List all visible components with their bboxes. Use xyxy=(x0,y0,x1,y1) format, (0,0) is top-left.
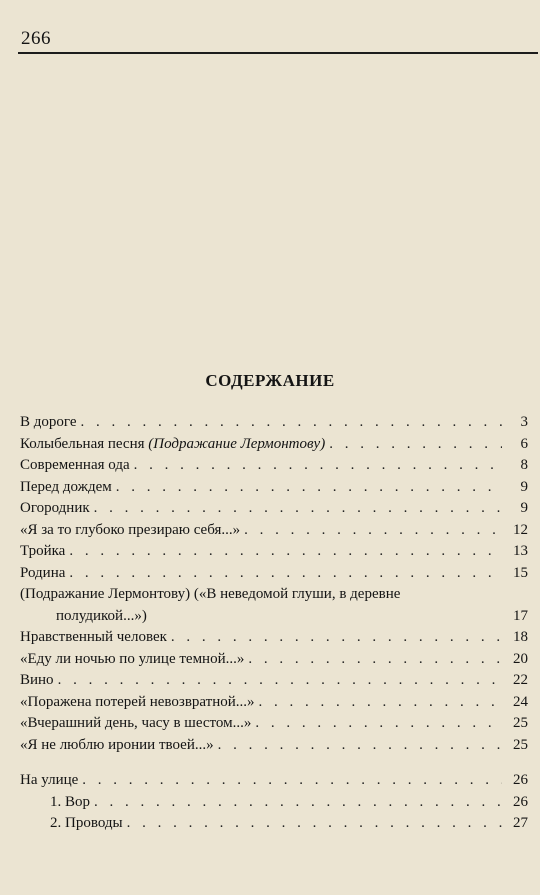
entry-page-number: 6 xyxy=(520,435,528,452)
entry-page-number: 26 xyxy=(513,793,528,810)
entry-page-number: 18 xyxy=(513,629,528,645)
entry-title: 1. Вор xyxy=(50,793,91,810)
entry-title: «Я не люблю иронии твоей...» xyxy=(20,736,214,753)
entry-page-number: 9 xyxy=(520,500,528,516)
entry-title: Тройка xyxy=(20,543,66,559)
toc-entry xyxy=(20,498,528,520)
entry-title: «Поражена потерей невозвратной...» xyxy=(20,693,255,710)
entry-title: Современная ода xyxy=(20,457,130,473)
entry-title: В дороге xyxy=(20,414,77,430)
entry-page-number: 8 xyxy=(520,457,528,473)
page-title: СОДЕРЖАНИЕ xyxy=(205,371,335,390)
dot-leader xyxy=(171,627,502,649)
entry-page-number: 25 xyxy=(513,736,528,753)
dot-leader xyxy=(329,434,502,456)
dot-leader xyxy=(116,477,502,499)
entry-title: «Еду ли ночью по улице темной...» xyxy=(20,650,245,667)
dot-leader xyxy=(94,498,502,520)
entry-title-continued: полудикой...») xyxy=(56,607,147,624)
entry-title: Родина xyxy=(20,564,66,581)
entry-page-number: 24 xyxy=(513,693,528,710)
entry-page-number: 15 xyxy=(513,564,528,581)
entry-page-number: 3 xyxy=(520,414,528,430)
entry-title: «Я за то глубоко презираю себя...» xyxy=(20,521,241,538)
entry-first-line xyxy=(20,584,528,606)
header-rule xyxy=(18,52,538,54)
dot-leader xyxy=(94,792,502,814)
toc-entry xyxy=(20,412,528,434)
toc-entry xyxy=(20,563,528,585)
toc-subentry xyxy=(20,792,528,814)
dot-leader xyxy=(82,770,502,792)
toc-entry xyxy=(20,520,528,542)
entry-title: («В неведомой глуши, в деревне xyxy=(193,586,401,602)
toc-entry xyxy=(20,541,528,563)
entry-title: Перед дождем xyxy=(20,478,112,495)
dot-leader xyxy=(69,541,502,563)
toc-entry xyxy=(20,770,528,792)
dot-leader xyxy=(244,520,502,542)
toc-entry xyxy=(20,477,528,499)
toc-entry xyxy=(20,692,528,714)
entry-page-number: 12 xyxy=(513,521,528,538)
toc-entry xyxy=(20,670,528,692)
entry-page-number: 9 xyxy=(520,478,528,495)
toc-entry xyxy=(20,735,528,757)
entry-title: На улице xyxy=(20,772,79,788)
dot-leader xyxy=(218,735,502,757)
toc-entry xyxy=(20,649,528,671)
entry-title: «Вчерашний день, часу в шестом...» xyxy=(20,715,252,731)
entry-page-number: 27 xyxy=(513,815,528,831)
entry-page-number: 17 xyxy=(513,607,528,624)
dot-leader xyxy=(81,412,503,434)
dot-leader xyxy=(248,649,502,671)
dot-leader xyxy=(259,692,502,714)
dot-leader xyxy=(69,563,502,585)
toc-entry xyxy=(20,713,528,735)
dot-leader xyxy=(255,713,502,735)
page-number: 266 xyxy=(21,28,51,49)
dot-leader xyxy=(127,813,502,835)
entry-page-number: 25 xyxy=(513,715,528,731)
entry-page-number: 20 xyxy=(513,650,528,667)
toc-entry xyxy=(20,455,528,477)
entry-page-number: 22 xyxy=(513,672,528,688)
toc-subentry xyxy=(20,813,528,835)
toc-entry xyxy=(20,434,528,456)
entry-page-number: 13 xyxy=(513,543,528,559)
entry-title: Огородник xyxy=(20,500,90,516)
entry-second-line xyxy=(20,606,528,628)
dot-leader xyxy=(134,455,502,477)
entry-title: Вино xyxy=(20,672,54,688)
table-of-contents xyxy=(20,412,528,835)
entry-title: Нравственный человек xyxy=(20,629,167,645)
toc-entry xyxy=(20,627,528,649)
entry-italic-note: (Подражание Лермонтову) xyxy=(148,435,326,452)
entry-title: Колыбельная песня xyxy=(20,435,145,452)
entry-page-number: 26 xyxy=(513,772,528,788)
entry-italic-note: (Подражание Лермонтову) xyxy=(20,586,191,602)
dot-leader xyxy=(58,670,502,692)
toc-entry xyxy=(20,584,528,627)
entry-title: 2. Проводы xyxy=(50,815,123,831)
